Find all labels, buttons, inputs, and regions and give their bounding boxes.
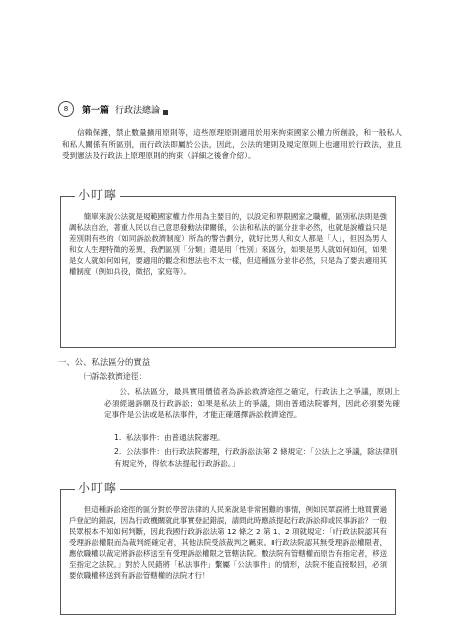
note-box-1 [60, 188, 396, 348]
header-marker [163, 110, 168, 115]
note-text-1: 簡單來說公法就是規範國家權力作用為主要目的，以設定和界限國家之職權，區別私法則是強調私法自治，著重人民以自己意思發動法律關係，公法和私法的區分並非必然，也就是說權益只是差別則有些的（如同訴訟救濟制度）所為的警告劃分，就好比男人和女人都是「人」，但因為男人和女人生理特徵的差異，我們區別「分類」還是用「性別」來區分，如果是男人就如何如何，如果是女人就如何如何，要適用的觀念和想法也不太一樣，但這種區分並非必然，只是為了要去適用其權制度（例如兵役，徵招，家庭等）。 [69, 212, 387, 276]
note-title-2: 小叮嚀 [75, 479, 120, 496]
subitem-text: 私法事件：由普通法院審理。 [126, 433, 225, 442]
section-heading: 一、公、私法區分的實益 [58, 357, 151, 367]
note-text-2: 但這種訴訟途徑的區分對於學習法律的人民來說是非常困難的事情，例如民眾誤將土地買賣過戶登記的錯誤，因為行政機關就此事實登記錯誤，請問此時應該提起行政訴訟抑或民事訴訟？一般民眾根本不知如何判斷，因此我國行政訴訟法第 12 條之 2 第 1、2 項就規定：「Ⅰ行政法院認其有受理訴訟權限而為裁判經確定者，其他法院受該裁判之羈束。Ⅱ行政法院認其無受理訴訟權限者，應依職權以裁定將訴訟移送至有受理訴訟權限之管轄法院。數法院有管轄權而原告有指定者，移送至指定之法院。」對於人民錯將「私法事件」繫屬「公法事件」的情形，法院不能直接駁回，必須要依職權移送到有訴訟管轄權的法院才行！ [69, 505, 387, 580]
subitem-number: 2. [114, 447, 122, 456]
subitem-public-law [114, 446, 400, 469]
page-number: 8 [58, 101, 74, 117]
item-paragraph: 公、私法區分，最具實用價值者為訴訟救濟途徑之確定，行政法上之爭議，原則上必須經過訴願及行政訴訟；如果是私法上的爭議，則由普通法院審判，因此必須要先確定事件是公法或是私法事件，才能正確選擇訴訟救濟途徑。 [104, 387, 400, 419]
item-title: ㈠訴訟救濟途徑： [84, 372, 147, 381]
subitem-text: 公法事件：由行政法院審理，行政訴訟法第 2 條規定：「公法上之爭議，除法律別有規定外，得依本法提起行政訴訟。」 [114, 447, 398, 468]
note-box-2 [60, 481, 396, 615]
chapter-label: 第一篇 [82, 105, 110, 116]
page-header [58, 100, 398, 118]
chapter-title: 行政法總論 [115, 105, 161, 116]
intro-paragraph: 信賴保護，禁止數量擴用原則等，這些原理原則適用於用來拘束國家公權力所創設，和一般私人和私人關係有所區別，而行政法即屬於公法，因此，公法的建則及規定原則上也適用於行政法，並且受到憲法及行政法上原理原則的拘束（詳細之後會介紹）。 [62, 128, 402, 160]
subitem-private-law [114, 432, 400, 444]
note-title-1: 小叮嚀 [75, 186, 120, 203]
subitem-number: 1. [114, 433, 122, 442]
